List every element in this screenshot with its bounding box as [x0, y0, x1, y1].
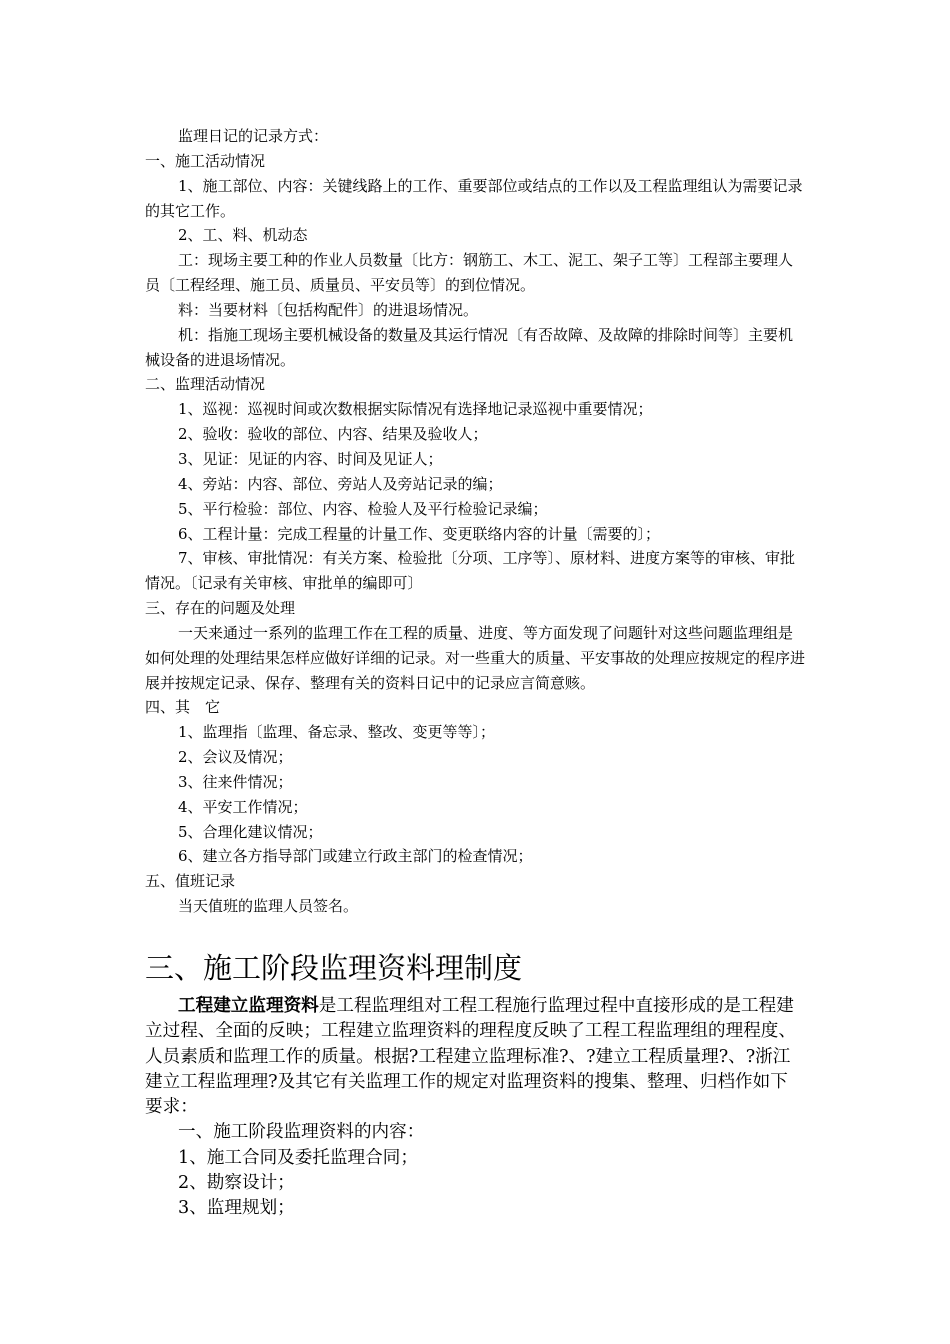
item-machine: 机：指施工现场主要机械设备的数量及其运行情况〔有否故障、及故障的排除时间等〕主要机械设备的进退场情况。	[145, 325, 794, 369]
item-inspection-tour: 1、巡视：巡视时间或次数根据实际情况有选择地记录巡视中重要情况；	[178, 400, 653, 419]
heading-supervision-activities: 二、监理活动情况	[145, 375, 266, 394]
intro-line: 监理日记的记录方式：	[178, 127, 329, 145]
item-supervision-instruction: 1、监理指〔监理、备忘录、整改、变更等等〕；	[178, 723, 496, 742]
item-witness: 3、见证：见证的内容、时间及见证人；	[178, 449, 443, 468]
item-parallel-testing: 5、平行检验：部位、内容、检验人及平行检验记录编；	[178, 499, 548, 518]
heading-construction-activities: 一、施工活动情况	[145, 151, 266, 170]
item-labor-material-machine: 2、工、料、机动态	[178, 226, 308, 245]
list-item-survey-design: 2、勘察设计；	[178, 1173, 295, 1194]
subheading-contents: 一、施工阶段监理资料的内容：	[178, 1122, 425, 1143]
item-construction-location: 1、施工部位、内容：关键线路上的工作、重要部位或结点的工作以及工程监理组认为需要记录的其它工作。	[145, 176, 803, 220]
diary-recording-section	[145, 124, 805, 919]
item-review-approval: 7、审核、审批情况：有关方案、检验批〔分项、工序等〕、原材料、进度方案等的审核、审批情况。〔记录有关审核、审批单的编即可〕	[145, 549, 796, 593]
item-authority-inspections: 6、建立各方指导部门或建立行政主部门的检查情况；	[178, 847, 533, 866]
heading-other: 四、其 它	[145, 698, 221, 717]
data-management-section	[145, 993, 805, 1222]
item-material: 料：当要材料〔包括构配件〕的进退场情况。	[178, 300, 479, 319]
section-heading-data-management: 三、施工阶段监理资料理制度	[145, 951, 523, 985]
item-labor: 工：现场主要工种的作业人员数量〔比方：钢筋工、木工、泥工、架子工等〕工程部主要理人员〔工程经理、施工员、质量员、平安员等〕的到位情况。	[145, 251, 794, 295]
item-correspondence: 3、往来件情况；	[178, 772, 293, 791]
item-suggestions: 5、合理化建议情况；	[178, 822, 323, 841]
bold-term: 工程建立监理资料	[178, 995, 319, 1016]
list-item-contract: 1、施工合同及委托监理合同；	[178, 1147, 418, 1168]
item-meetings: 2、会议及情况；	[178, 748, 293, 767]
paragraph-body: 是工程监理组对工程工程施行监理过程中直接形成的是工程建立过程、全面的反映；工程建立监理资料的理程度反映了工程工程监理组的理程度、人员素质和监理工作的质量。根据?工程建立监理标准?、?建立工程质量理?、?浙江建立工程监理理?及其它有关监理工作的规定对监理资料的搜集、整理、归档作如下要求：	[145, 996, 796, 1118]
list-item-supervision-plan: 3、监理规划；	[178, 1198, 295, 1219]
item-acceptance: 2、验收：验收的部位、内容、结果及验收人；	[178, 425, 488, 444]
item-quantity-measurement: 6、工程计量：完成工程量的计量工作、变更联络内容的计量〔需要的〕；	[178, 524, 661, 543]
heading-problems: 三、存在的问题及处理	[145, 599, 296, 618]
management-paragraph	[145, 993, 805, 1120]
item-side-station: 4、旁站：内容、部位、旁站人及旁站记录的编；	[178, 474, 503, 493]
duty-signature-line: 当天值班的监理人员签名。	[178, 897, 359, 916]
problems-paragraph: 一天来通过一系列的监理工作在工程的质量、进度、等方面发现了问题针对这些问题监理组是如何处理的处理结果怎样应做好详细的记录。对一些重大的质量、平安事故的处理应按规定的程序进展并按规定记录、保存、整理有关的资料日记中的记录应言简意赅。	[145, 623, 806, 692]
heading-duty-record: 五、值班记录	[145, 872, 236, 891]
item-safety-work: 4、平安工作情况；	[178, 797, 308, 816]
